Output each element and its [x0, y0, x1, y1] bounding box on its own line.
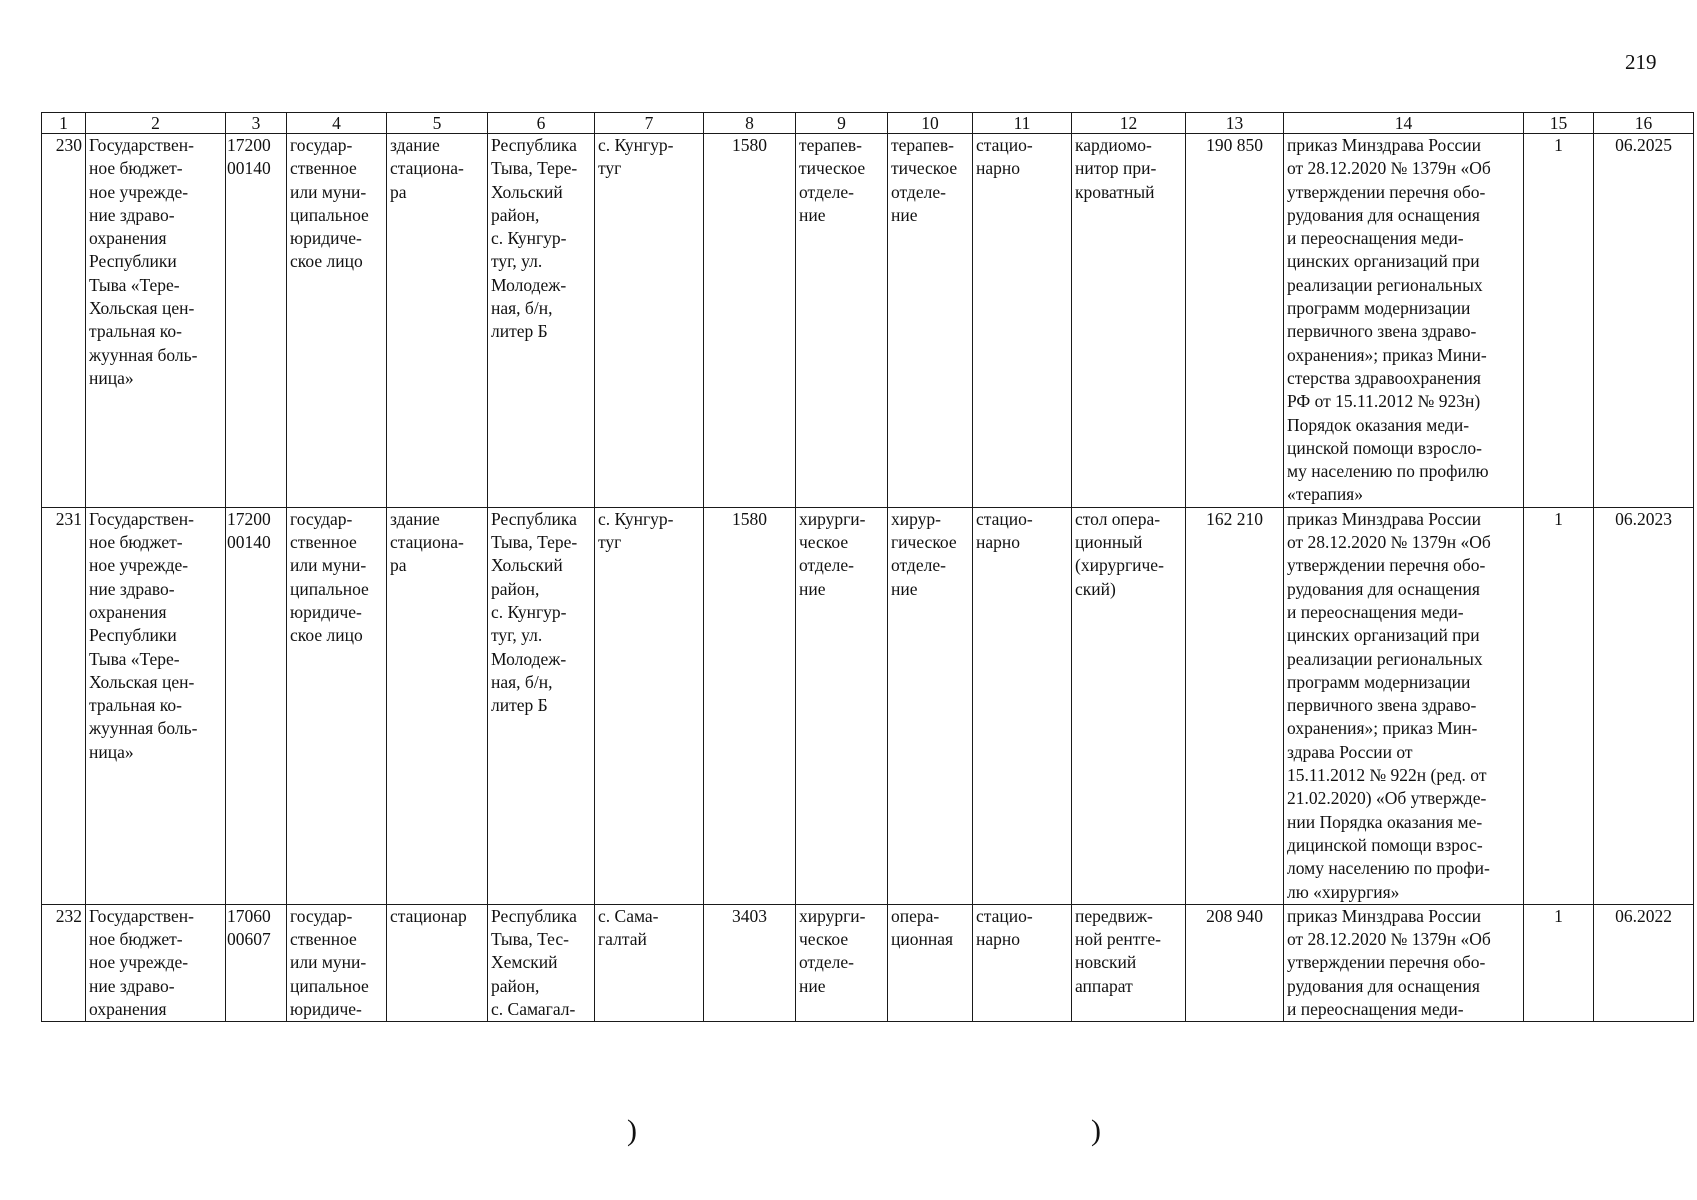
- org-code: 17200 00140: [226, 507, 287, 904]
- delivery-date: 06.2023: [1594, 507, 1694, 904]
- quantity: 1: [1524, 507, 1594, 904]
- address: Республика Тыва, Тере- Хольский район, с. Кунгур- туг, ул. Молодеж- ная, б/н, литер Б: [488, 507, 595, 904]
- header-cell: 15: [1524, 113, 1594, 134]
- population: 1580: [704, 134, 796, 508]
- regulation: приказ Минздрава России от 28.12.2020 № 1379н «Об утверждении перечня обо- рудования для оснащения и переоснащения меди-: [1284, 904, 1524, 1021]
- legal-form: государ- ственное или муни- ципальное юридиче- ское лицо: [287, 507, 387, 904]
- building-type: стационар: [387, 904, 488, 1021]
- table-header-row: [42, 113, 1694, 134]
- care-form: стацио- нарно: [973, 904, 1072, 1021]
- row-number: 230: [42, 134, 86, 508]
- header-cell: 10: [888, 113, 973, 134]
- row-number: 232: [42, 904, 86, 1021]
- settlement: с. Кунгур- туг: [595, 507, 704, 904]
- org-code: 17060 00607: [226, 904, 287, 1021]
- quantity: 1: [1524, 134, 1594, 508]
- table-row: [42, 904, 1694, 1021]
- header-cell: 4: [287, 113, 387, 134]
- header-cell: 12: [1072, 113, 1186, 134]
- header-cell: 7: [595, 113, 704, 134]
- legal-form: государ- ственное или муни- ципальное юридиче-: [287, 904, 387, 1021]
- header-cell: 11: [973, 113, 1072, 134]
- cost: 190 850: [1186, 134, 1284, 508]
- department: терапев- тическое отделе- ние: [796, 134, 888, 508]
- equipment-name: стол опера- ционный (хирургиче- ский): [1072, 507, 1186, 904]
- table-row: [42, 507, 1694, 904]
- room: терапев- тическое отделе- ние: [888, 134, 973, 508]
- header-cell: 16: [1594, 113, 1694, 134]
- department: хирурги- ческое отделе- ние: [796, 904, 888, 1021]
- organization-name: Государствен- ное бюджет- ное учрежде- ние здраво- охранения Республики Тыва «Тере- Хольская цен- тральная ко- жуунная боль- ница»: [86, 507, 226, 904]
- header-cell: 1: [42, 113, 86, 134]
- address: Республика Тыва, Тес- Хемский район, с. Самагал-: [488, 904, 595, 1021]
- department: хирурги- ческое отделе- ние: [796, 507, 888, 904]
- cost: 162 210: [1186, 507, 1284, 904]
- header-cell: 6: [488, 113, 595, 134]
- room: опера- ционная: [888, 904, 973, 1021]
- quantity: 1: [1524, 904, 1594, 1021]
- regulation: приказ Минздрава России от 28.12.2020 № 1379н «Об утверждении перечня обо- рудования для оснащения и переоснащения меди- цинских организаций при реализации региональных программ модернизации первичного звена здраво- охранения»; приказ Мин- здрава России от 15.11.2012 № 922н (ред. от 21.02.2020) «Об утвержде- нии Порядка оказания ме- дицинской помощи взрос- лому населению по профи- лю «хирургия»: [1284, 507, 1524, 904]
- care-form: стацио- нарно: [973, 134, 1072, 508]
- row-number: 231: [42, 507, 86, 904]
- room: хирур- гическое отделе- ние: [888, 507, 973, 904]
- header-cell: 13: [1186, 113, 1284, 134]
- organization-name: Государствен- ное бюджет- ное учрежде- ние здраво- охранения Республики Тыва «Тере- Хольская цен- тральная ко- жуунная боль- ница»: [86, 134, 226, 508]
- scan-mark: ): [627, 1114, 637, 1147]
- delivery-date: 06.2025: [1594, 134, 1694, 508]
- header-cell: 9: [796, 113, 888, 134]
- header-cell: 5: [387, 113, 488, 134]
- table-row: [42, 134, 1694, 508]
- regulation: приказ Минздрава России от 28.12.2020 № 1379н «Об утверждении перечня обо- рудования для оснащения и переоснащения меди- цинских организаций при реализации региональных программ модернизации первичного звена здраво- охранения»; приказ Мини- стерства здравоохранения РФ от 15.11.2012 № 923н) Порядок оказания меди- цинской помощи взросло- му населению по профилю «терапия»: [1284, 134, 1524, 508]
- equipment-name: передвиж- ной рентге- новский аппарат: [1072, 904, 1186, 1021]
- header-cell: 2: [86, 113, 226, 134]
- equipment-name: кардиомо- нитор при- кроватный: [1072, 134, 1186, 508]
- page-number: 219: [1625, 50, 1657, 74]
- legal-form: государ- ственное или муни- ципальное юридиче- ское лицо: [287, 134, 387, 508]
- population: 1580: [704, 507, 796, 904]
- settlement: с. Кунгур- туг: [595, 134, 704, 508]
- organization-name: Государствен- ное бюджет- ное учрежде- ние здраво- охранения: [86, 904, 226, 1021]
- address: Республика Тыва, Тере- Хольский район, с. Кунгур- туг, ул. Молодеж- ная, б/н, литер Б: [488, 134, 595, 508]
- population: 3403: [704, 904, 796, 1021]
- org-code: 17200 00140: [226, 134, 287, 508]
- cost: 208 940: [1186, 904, 1284, 1021]
- building-type: здание стациона- ра: [387, 134, 488, 508]
- scan-mark: ): [1091, 1114, 1101, 1147]
- header-cell: 3: [226, 113, 287, 134]
- header-cell: 14: [1284, 113, 1524, 134]
- care-form: стацио- нарно: [973, 507, 1072, 904]
- building-type: здание стациона- ра: [387, 507, 488, 904]
- settlement: с. Сама- галтай: [595, 904, 704, 1021]
- delivery-date: 06.2022: [1594, 904, 1694, 1021]
- header-cell: 8: [704, 113, 796, 134]
- equipment-table: [41, 112, 1694, 1022]
